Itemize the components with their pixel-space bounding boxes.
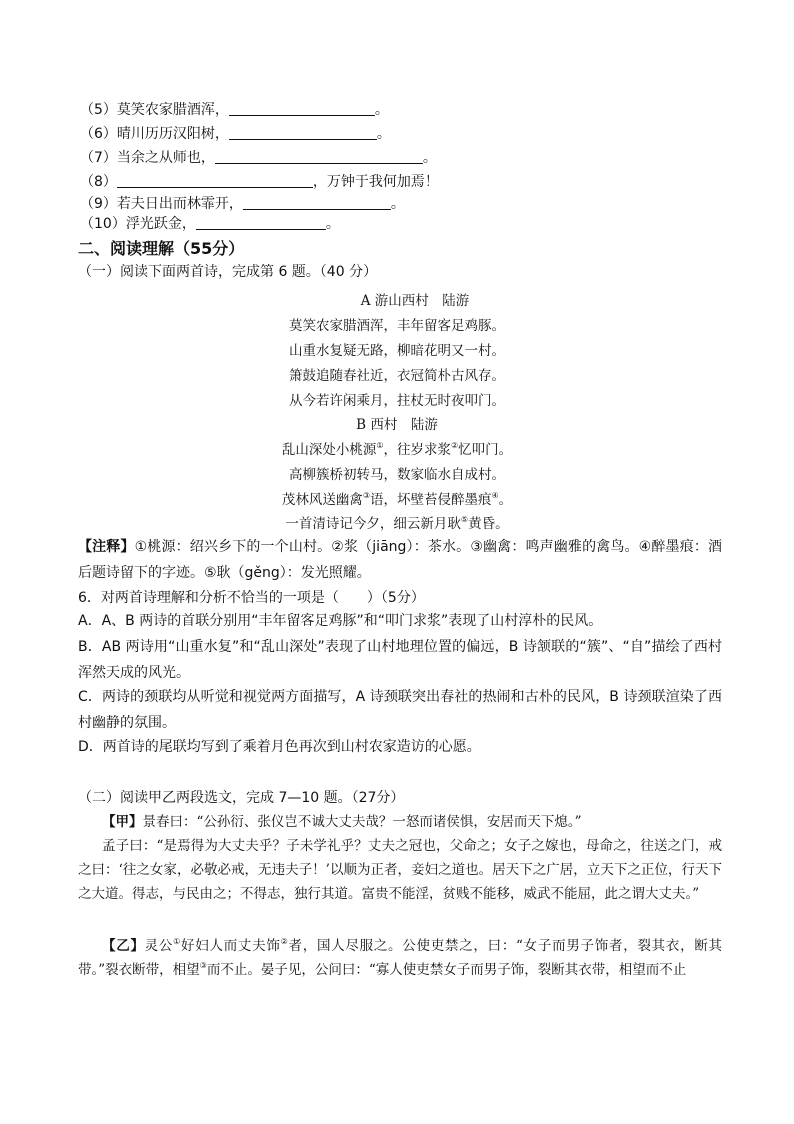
poem-b-line: 高柳簇桥初转马，数家临水自成村。 xyxy=(289,467,505,483)
option-b[interactable]: B．AB 两诗用“山重水复”和“乱山深处”表现了山村地理位置的偏远，B 诗颔联的“簇”、“自”描绘了西村浑然天成的风光。 xyxy=(78,639,722,681)
answer-blank[interactable] xyxy=(196,215,326,230)
fill-item-7 xyxy=(80,148,437,168)
item-number: （6） xyxy=(80,126,117,142)
fill-item-6 xyxy=(80,124,391,144)
fill-item-5 xyxy=(80,100,389,120)
item-suffix: 。 xyxy=(376,126,391,142)
item-suffix: 。 xyxy=(325,216,340,232)
answer-blank[interactable] xyxy=(229,125,377,140)
poem-a-line: 从今若许闲乘月，拄杖无时夜叩门。 xyxy=(289,393,505,409)
option-d[interactable]: D．两首诗的尾联均写到了乘着月色再次到山村农家造访的心愿。 xyxy=(78,739,481,755)
item-prompt: 莫笑农家腊酒浑， xyxy=(116,102,229,118)
annotation-notes xyxy=(78,534,722,586)
section-heading: 二、阅读理解（55分） xyxy=(78,239,245,258)
answer-blank[interactable] xyxy=(229,101,375,116)
notes-text: ①桃源：绍兴乡下的一个山村。②浆（jiāng）：茶水。③幽禽：鸣声幽雅的禽鸟。④醉墨痕：酒后题诗留下的字迹。⑤耿（gěng）：发光照耀。 xyxy=(78,539,722,581)
item-number: （7） xyxy=(80,150,117,166)
item-suffix: ，万钟于我何加焉！ xyxy=(312,174,439,190)
poem-a-line: 山重水复疑无路，柳暗花明又一村。 xyxy=(289,343,505,359)
answer-blank[interactable] xyxy=(215,149,423,164)
item-prompt: 若夫日出而林霏开， xyxy=(116,196,243,212)
poem-a-title: A 游山西村 陆游 xyxy=(360,293,470,309)
item-number: （9） xyxy=(80,196,117,212)
option-c[interactable]: C．两诗的颈联均从听觉和视觉两方面描写，A 诗颈联突出春社的热闹和古朴的民风，B 诗颈联渲染了西村幽静的氛围。 xyxy=(78,689,722,731)
question-6: 6．对两首诗理解和分析不恰当的一项是（ ）（5分） xyxy=(78,590,425,606)
item-suffix: 。 xyxy=(374,102,389,118)
part2-intro: （二）阅读甲乙两段选文，完成 7—10 题。（27分） xyxy=(78,790,405,806)
passage-jia-label: 【甲】 xyxy=(102,814,143,830)
passage-jia-p2: 孟子曰：“是焉得为大丈夫乎？子未学礼乎？丈夫之冠也，父命之；女子之嫁也，母命之，往送之门，戒之曰：‘往之女家，必敬必戒，无违夫子！’以顺为正者，妾妇之道也。居天下之广居，立天下之正位，行天下之大道。得志，与民由之；不得志，独行其道。富贵不能淫，贫贱不能移，威武不能屈，此之谓大丈夫。” xyxy=(78,838,722,902)
passage-yi: 【乙】灵公①好妇人而丈夫饰②者，国人尽服之。公使吏禁之，曰：“女子而男子饰者，裂其衣，断其带。”裂衣断带，相望③而不止。晏子见，公问曰：“寡人使吏禁女子而男子饰，裂断其衣带，相望而不止 xyxy=(78,937,723,978)
fill-item-9 xyxy=(80,194,405,214)
item-prompt: 浮光跃金， xyxy=(125,216,196,232)
poem-b-line: 一首清诗记今夕，细云新月耿⑤黄昏。 xyxy=(285,515,509,532)
fill-item-10 xyxy=(80,214,340,234)
poem-a-line: 莫笑农家腊酒浑，丰年留客足鸡豚。 xyxy=(289,318,505,334)
poem-a-line: 箫鼓追随春社近，衣冠简朴古风存。 xyxy=(289,368,505,384)
poem-b-line: 茂林风送幽禽③语，坏壁苔侵醉墨痕④。 xyxy=(281,491,513,508)
item-number: （10） xyxy=(80,216,126,232)
item-prompt: 当余之从师也， xyxy=(116,150,215,166)
item-prompt: 晴川历历汉阳树， xyxy=(116,126,229,142)
answer-blank[interactable] xyxy=(117,173,313,188)
item-suffix: 。 xyxy=(422,150,437,166)
item-suffix: 。 xyxy=(390,196,405,212)
poem-b-line: 乱山深处小桃源①，往岁求浆②忆叩门。 xyxy=(281,441,513,458)
answer-blank[interactable] xyxy=(243,195,391,210)
fill-item-8 xyxy=(80,172,439,192)
option-a[interactable]: A．A、B 两诗的首联分别用“丰年留客足鸡豚”和“叩门求浆”表现了山村淳朴的民风。 xyxy=(78,613,603,629)
passage-yi-label: 【乙】 xyxy=(102,938,145,954)
item-number: （5） xyxy=(80,102,117,118)
item-number: （8） xyxy=(80,174,117,190)
notes-label: 【注释】 xyxy=(78,539,135,555)
part1-intro: （一）阅读下面两首诗，完成第 6 题。（40 分） xyxy=(78,264,378,280)
passage-jia-p1: 【甲】景春曰：“公孙衍、张仪岂不诚大丈夫哉？一怒而诸侯惧，安居而天下熄。” xyxy=(102,814,582,830)
poem-b-title: B 西村 陆游 xyxy=(356,417,438,433)
